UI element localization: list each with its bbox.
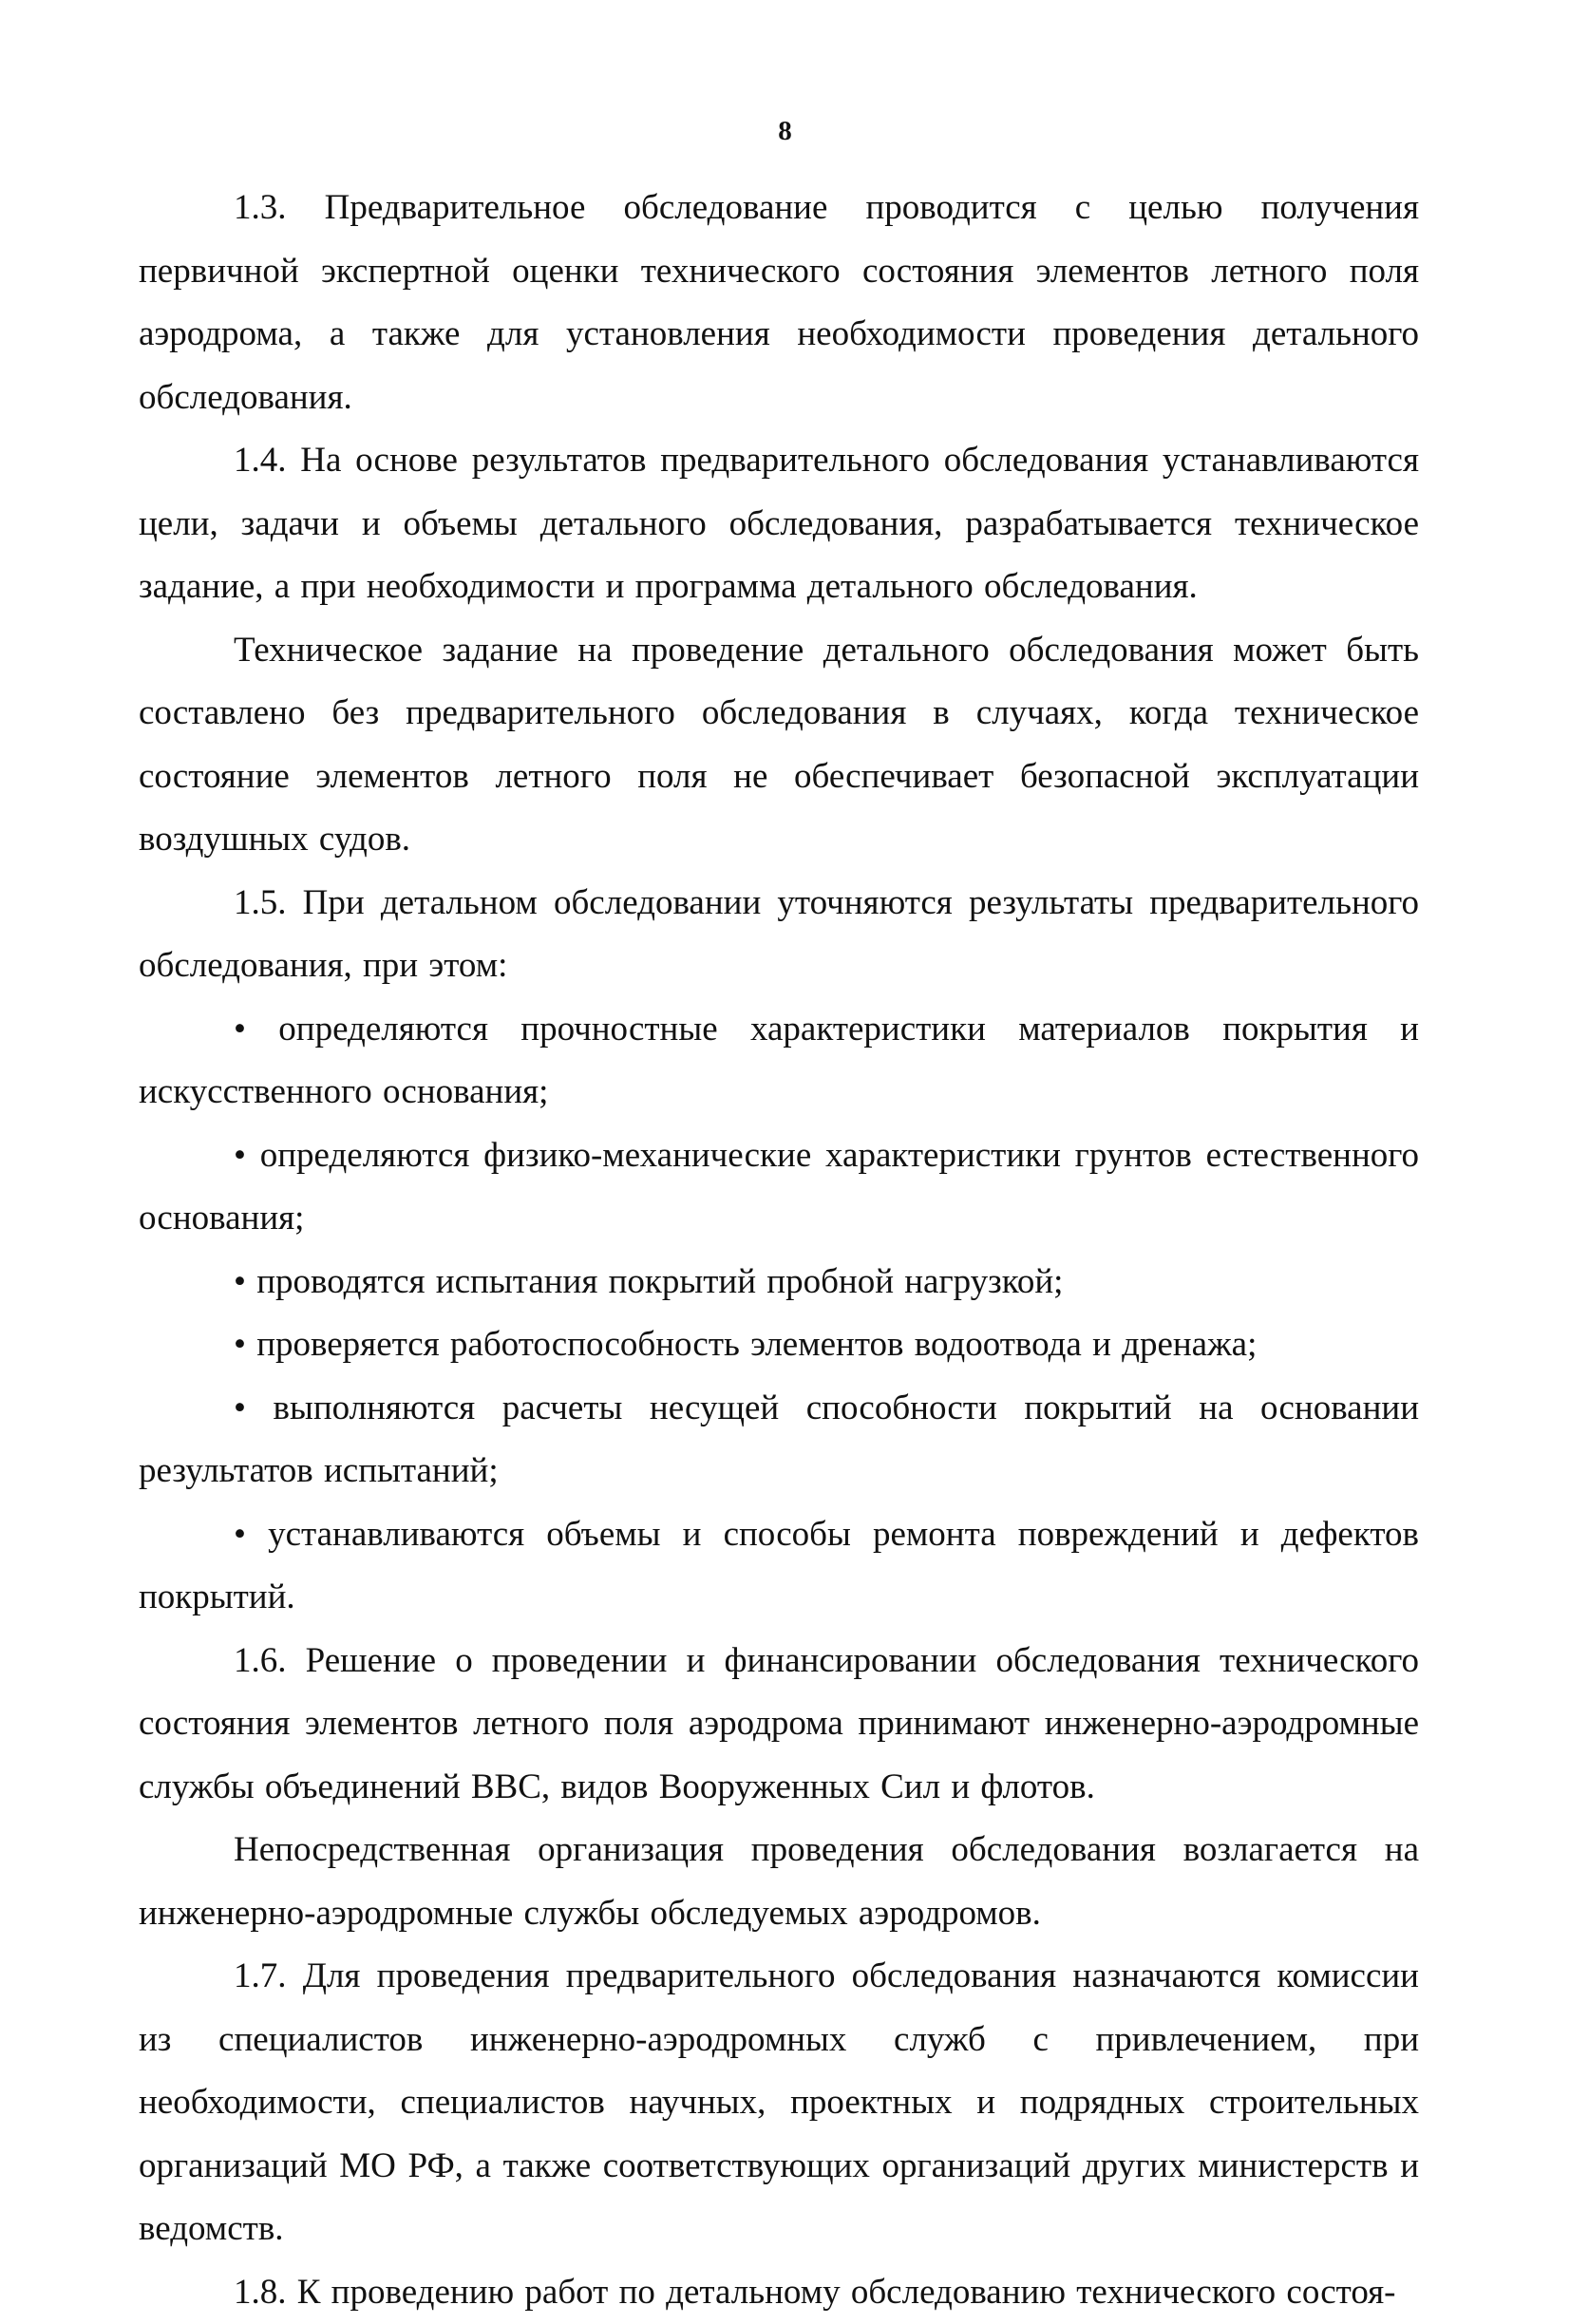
paragraph-technical-task: Техническое задание на проведение детального обследования может быть составлено без предварительного обследования в случаях, когда техническое состояние элементов летного поля не обеспечивает безопасной эксплуатации воздушных судов.: [139, 619, 1419, 872]
list-item-drainage: • проверяется работоспособность элементов водоотвода и дренажа;: [139, 1313, 1419, 1377]
list-item-bearing-capacity: • выполняются расчеты несущей способности покрытий на основании результатов испытаний;: [139, 1377, 1419, 1503]
paragraph-organization: Непосредственная организация проведения обследования возлагается на инженерно-аэродромные службы обследуемых аэродромов.: [139, 1819, 1419, 1945]
list-item-repair: • устанавливаются объемы и способы ремонта повреждений и дефектов покрытий.: [139, 1503, 1419, 1630]
paragraph-1-3: 1.3. Предварительное обследование проводится с целью получения первичной экспертной оценки технического состояния элементов летного поля аэродрома, а также для установления необходимости проведения детального обследования.: [139, 177, 1419, 429]
paragraph-1-8: 1.8. К проведению работ по детальному обследованию технического состоя-: [139, 2261, 1419, 2324]
list-item-strength: • определяются прочностные характеристики материалов покрытия и искусственного основания;: [139, 998, 1419, 1124]
paragraph-1-6: 1.6. Решение о проведении и финансировании обследования технического состояния элементов летного поля аэродрома принимают инженерно-аэродромные службы объединений ВВС, видов Вооруженных Сил и флотов.: [139, 1630, 1419, 1820]
paragraph-1-7: 1.7. Для проведения предварительного обследования назначаются комиссии из специалистов инженерно-аэродромных служб с привлечением, при необходимости, специалистов научных, проектных и подрядных строительных организаций МО РФ, а также соответствующих организаций других министерств и ведомств.: [139, 1945, 1419, 2261]
document-body: [139, 177, 1419, 2324]
paragraph-1-5: 1.5. При детальном обследовании уточняются результаты предварительного обследования, при этом:: [139, 872, 1419, 998]
page-number: 8: [0, 112, 1570, 150]
paragraph-1-4: 1.4. На основе результатов предварительного обследования устанавливаются цели, задачи и объемы детального обследования, разрабатывается техническое задание, а при необходимости и программа детального обследования.: [139, 429, 1419, 619]
list-item-soil: • определяются физико-механические характеристики грунтов естественного основания;: [139, 1124, 1419, 1251]
list-item-load-test: • проводятся испытания покрытий пробной нагрузкой;: [139, 1251, 1419, 1314]
